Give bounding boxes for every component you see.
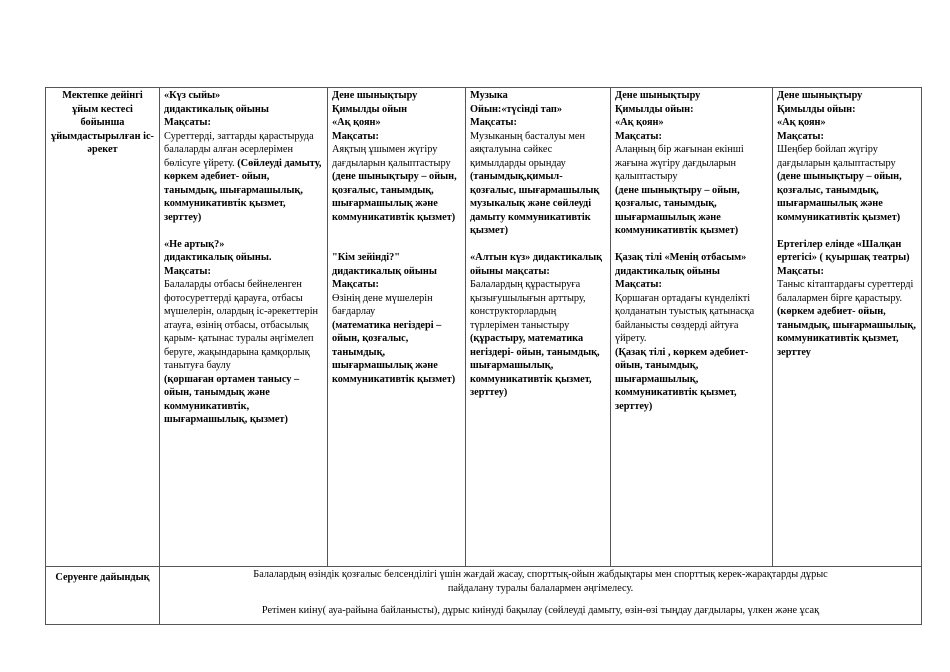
wednesday-cell [466, 88, 611, 567]
goal-label: Мақсаты: [332, 130, 379, 142]
game-title: «Алтын күз» дидактикалық ойыны мақсаты: [470, 252, 603, 277]
activity-areas: (көркем әдебиет- ойын, танымдық, шығармашылық, коммуникативтік қызмет, зерттеу [777, 306, 916, 358]
game-title: «Күз сыйы» [164, 90, 221, 101]
tuesday-cell [328, 88, 466, 567]
game-title: Қазақ тілі «Менің отбасым» дидактикалық ойыны [615, 252, 747, 277]
goal-text: Суреттерді, заттарды қарастыруда балаларды алған әсерлерімен бөлісуге үйрету. [164, 130, 314, 169]
subject-title: Дене шынықтыру [615, 90, 701, 101]
activity-areas: (дене шынықтыру – ойын, қозғалыс, танымдық, шығармашылық және коммуникативтік қызмет) [332, 171, 457, 223]
activity-areas: (математика негіздері – ойын, қозғалыс, танымдық, шығармашылық және коммуникативтік қызмет) [332, 319, 456, 385]
game-type: Қимылды ойын: [615, 103, 694, 115]
goal-label: Мақсаты: [164, 117, 211, 128]
walk-text-line: Ретімен киіну( ауа-райына байланысты), дұрыс киінуді бақылау (сөйлеуді дамыту, өзін-өзі тыңдау дағдылары, үлкен және ұсақ [261, 605, 820, 616]
game-title: «Ақ қоян» [332, 117, 381, 128]
game-title: «Ақ қоян» [615, 117, 664, 128]
goal-text: Таныс кітаптардағы суреттерді балалармен бірге қарастыру. [777, 279, 914, 304]
friday-cell [773, 88, 922, 567]
game-title: Ертегілер елінде «Шалқан ертегісі» ( қуыршақ театры) [777, 238, 910, 263]
game-title: «Не артық?» [164, 238, 225, 250]
goal-label: Мақсаты: [332, 279, 379, 290]
game-type: дидактикалық ойыны. [164, 252, 272, 263]
goal-text: Шеңбер бойлап жүгіру дағдыларын қалыптастыру [777, 144, 896, 169]
goal-label: Мақсаты: [777, 130, 824, 142]
activity-areas: (Қазақ тілі , көркем әдебиет- ойын, танымдық, шығармашылық, коммуникативтік қызмет, зерттеу) [615, 346, 749, 412]
walk-text-line: пайдалану туралы балалармен әңгімелесу. [447, 582, 634, 594]
game-type: Қимылды ойын [332, 103, 408, 115]
subject-title: Дене шынықтыру [777, 90, 863, 101]
game-title: "Кім зейінді?" дидактикалық ойыны [332, 252, 437, 277]
goal-text: Балалардың құрастыруға қызығушылығын арттыру, конструкторлардың түрлерімен таныстыру [470, 279, 586, 331]
thursday-cell [611, 88, 773, 567]
activity-areas: (құрастыру, математика негіздері- ойын, танымдық, шығармашылық, коммуникативтік қызмет, зерттеу) [470, 333, 600, 398]
walk-preparation-row [46, 567, 922, 625]
goal-label: Мақсаты: [615, 279, 662, 290]
activity-areas: (қоршаған ортамен танысу – ойын, танымдық және коммуникативтік, шығармашылық, қызмет) [164, 373, 300, 425]
schedule-table [45, 87, 922, 625]
goal-label: Мақсаты: [615, 130, 662, 142]
goal-label: Мақсаты: [164, 265, 211, 277]
goal-text: Өзінің дене мүшелерін бағдарлау [332, 292, 433, 317]
goal-label: Мақсаты: [777, 265, 824, 277]
subject-title: Дене шынықтыру [332, 90, 418, 101]
goal-text: Балаларды отбасы бейнеленген фотосуреттерді қарауға, отбасы мүшелерін, олардың іс-әрекеттерін атауға, өзінің отбасы, отбасылық қарым- қатынас туралы әңгімелеп беруге, жақындарына қамқорлық танытуға баулу [164, 279, 319, 371]
game-title: Ойын:«түсіндi тап» [470, 103, 562, 115]
activity-areas: (Сөйлеуді дамыту, көркем әдебиет- ойын, танымдық, шығармашылық, коммуникативтік қызмет, зерттеу) [164, 157, 322, 223]
game-type: Қимылды ойын: [777, 103, 856, 115]
goal-text: Қоршаған ортадағы күнделікті қолданатын туыстық қатынасқа байланысты сөздерді айтуға үйрету. [615, 292, 755, 344]
goal-text: Алаңның бір жағынан екінші жағына жүгіру дағдыларын қалыптастыру [615, 144, 744, 182]
activity-areas: (дене шынықтыру – ойын, қозғалыс, танымдық, шығармашылық және коммуникативтік қызмет) [777, 171, 902, 223]
subject-title: Музыка [470, 90, 508, 101]
game-type: дидактикалық ойыны [164, 103, 269, 115]
organized-activity-row [46, 88, 922, 567]
row-header-walk-preparation: Серуенге дайындық [46, 567, 160, 625]
row-header-organized-activity: Мектепке дейінгі ұйым кестесі бойынша ұйымдастырылған іс-әрекет [46, 88, 160, 567]
monday-cell [160, 88, 328, 567]
goal-label: Мақсаты: [470, 117, 517, 128]
walk-preparation-cell [160, 567, 922, 625]
game-title: «Ақ қоян» [777, 117, 826, 128]
walk-text-line: Балалардың өзіндік қозғалыс белсенділігі үшін жағдай жасау, спорттық-ойын жабдықтары мен спорттық керек-жарақтарды дұрыс [253, 569, 828, 580]
goal-text: Музыканың басталуы мен аяқталуына сәйкес қимылдарды орындау [470, 130, 586, 169]
activity-areas: (танымдық,қимыл-қозғалыс, шығармашылық музыкалық және сөйлеуді дамыту коммуникативтік қызмет) [470, 171, 600, 236]
goal-text: Аяқтың ұшымен жүгіру дағдыларын қалыптастыру [332, 144, 451, 169]
activity-areas: (дене шынықтыру – ойын, қозғалыс, танымдық, шығармашылық және коммуникативтік қызмет) [615, 184, 740, 236]
